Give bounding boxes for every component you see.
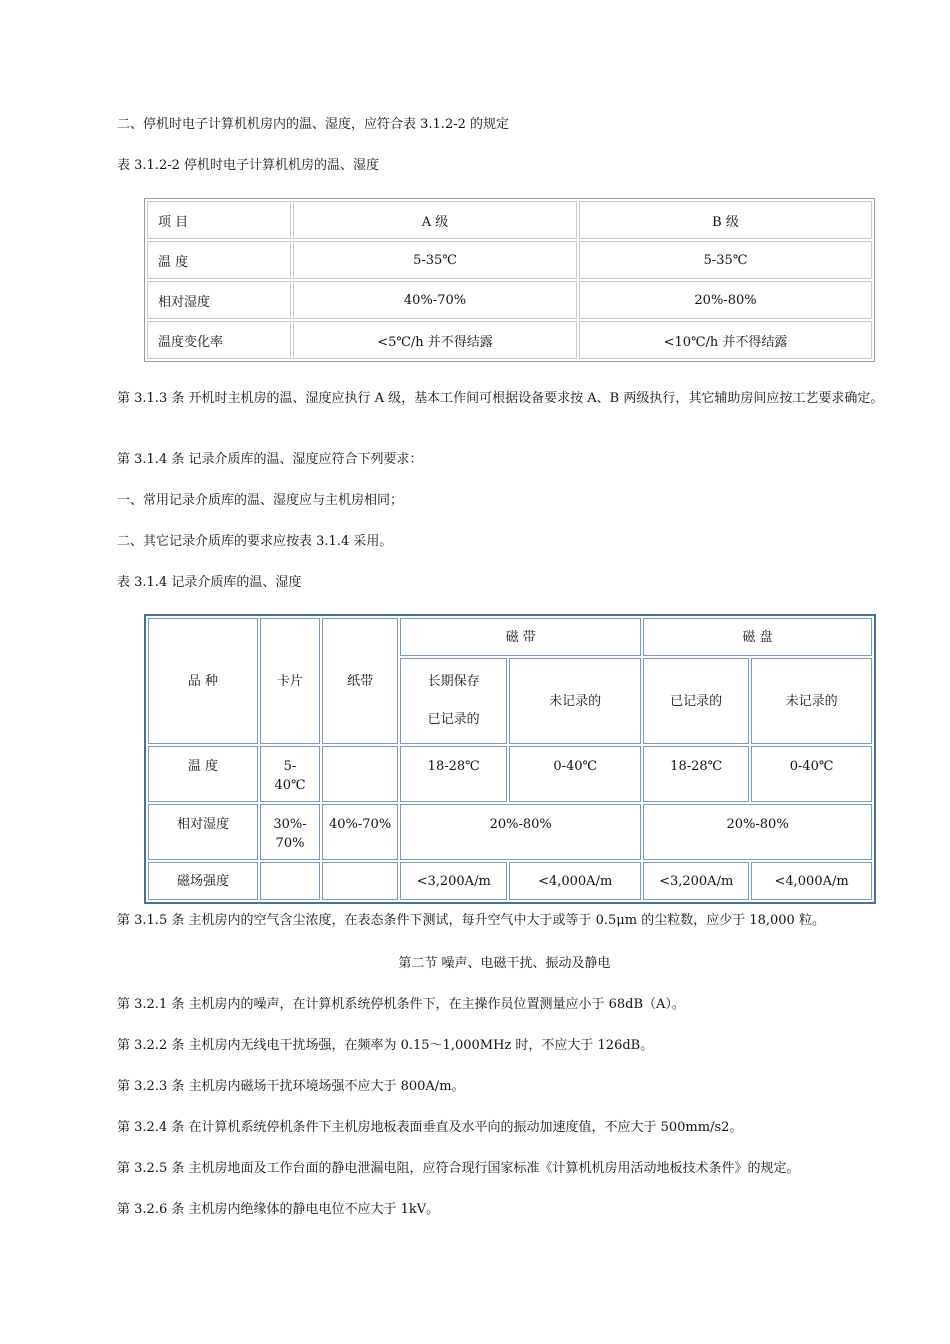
table-caption-3-1-2-2: 表 3.1.2-2 停机时电子计算机机房的温、湿度 <box>117 158 380 173</box>
paragraph-3-1-4: 第 3.1.4 条 记录介质库的温、湿度应符合下列要求： <box>117 452 423 467</box>
paragraph-3-2-2: 第 3.2.2 条 主机房内无线电干扰场强，在频率为 0.15～1,000MHz 时，不应大于 126dB。 <box>117 1038 654 1053</box>
paragraph-item-2: 二、其它记录介质库的要求应按表 3.1.4 采用。 <box>117 534 393 549</box>
table-header-cell: 已记录的 <box>643 658 749 744</box>
table-cell: 相对湿度 <box>148 804 258 860</box>
table-3-1-2-2 <box>144 198 875 362</box>
section-title: 第二节 噪声、电磁干扰、振动及静电 <box>398 956 611 971</box>
table-header-cell: 项 目 <box>147 201 291 239</box>
table-cell: 温 度 <box>148 746 258 802</box>
table-cell: <5℃/h 并不得结露 <box>293 321 577 359</box>
table-cell: 20%-80% <box>643 804 872 860</box>
table-row <box>148 804 872 860</box>
cell-line: 40℃ <box>274 778 306 793</box>
table-row <box>148 746 872 802</box>
table-cell: 磁场强度 <box>148 862 258 900</box>
table-cell: <3,200A/m <box>643 862 749 900</box>
table-header-row <box>148 618 872 656</box>
table-cell: 0-40℃ <box>509 746 641 802</box>
table-cell: 20%-80% <box>400 804 641 860</box>
table-cell: 温 度 <box>147 241 291 279</box>
table-cell: 5-35℃ <box>293 241 577 279</box>
table-cell <box>260 746 320 802</box>
table-cell: <10℃/h 并不得结露 <box>579 321 872 359</box>
cell-line: 30%- <box>273 817 307 832</box>
table-cell: 40%-70% <box>293 281 577 319</box>
table-row <box>147 321 872 359</box>
table-cell: <3,200A/m <box>400 862 507 900</box>
table-header-cell <box>400 658 507 744</box>
paragraph-3-2-6: 第 3.2.6 条 主机房内绝缘体的静电电位不应大于 1kV。 <box>117 1202 440 1217</box>
table-cell: 相对湿度 <box>147 281 291 319</box>
table-row <box>147 281 872 319</box>
paragraph-item-1: 一、常用记录介质库的温、湿度应与主机房相同； <box>117 493 404 508</box>
table-header-cell: 卡片 <box>260 618 320 744</box>
table-3-1-4 <box>144 614 876 904</box>
table-row <box>148 862 872 900</box>
table-header-row <box>147 201 872 239</box>
paragraph-3-2-4: 第 3.2.4 条 在计算机系统停机条件下主机房地板表面垂直及水平向的振动加速度值，不应大于 500mm/s2。 <box>117 1120 743 1135</box>
table-cell: 18-28℃ <box>643 746 749 802</box>
paragraph-3-2-5: 第 3.2.5 条 主机房地面及工作台面的静电泄漏电阻，应符合现行国家标准《计算机机房用活动地板技术条件》的规定。 <box>117 1161 800 1176</box>
table-cell: 温度变化率 <box>147 321 291 359</box>
table-cell <box>260 862 320 900</box>
paragraph-3-1-5: 第 3.1.5 条 主机房内的空气含尘浓度，在表态条件下测试，每升空气中大于或等于 0.5μm 的尘粒数，应少于 18,000 粒。 <box>117 913 825 928</box>
header-line: 长期保存 <box>427 674 480 689</box>
table-header-cell: 纸带 <box>322 618 398 744</box>
table-cell: <4,000A/m <box>509 862 641 900</box>
table-header-cell-magnetic-disk: 磁 盘 <box>643 618 872 656</box>
table-header-cell: B 级 <box>579 201 872 239</box>
paragraph-stop-requirement: 二、停机时电子计算机机房内的温、湿度，应符合表 3.1.2-2 的规定 <box>117 117 510 132</box>
cell-line: 70% <box>275 836 305 851</box>
table-cell: 5-35℃ <box>579 241 872 279</box>
table-header-cell-magnetic-tape: 磁 带 <box>400 618 641 656</box>
table-cell: <4,000A/m <box>751 862 872 900</box>
table-cell <box>322 746 398 802</box>
cell-line: 5- <box>283 759 297 774</box>
paragraph-3-2-3: 第 3.2.3 条 主机房内磁场干扰环境场强不应大于 800A/m。 <box>117 1079 465 1094</box>
table-cell <box>260 804 320 860</box>
table-header-cell: 未记录的 <box>751 658 872 744</box>
header-line: 已记录的 <box>427 712 480 727</box>
paragraph-3-1-3: 第 3.1.3 条 开机时主机房的温、湿度应执行 A 级，基本工作间可根据设备要求按 A、B 两级执行，其它辅助房间应按工艺要求确定。 <box>117 391 884 406</box>
table-header-cell: 品 种 <box>148 618 258 744</box>
table-cell: 18-28℃ <box>400 746 507 802</box>
table-row <box>147 241 872 279</box>
paragraph-3-2-1: 第 3.2.1 条 主机房内的噪声，在计算机系统停机条件下，在主操作员位置测量应小于 68dB（A）。 <box>117 997 685 1012</box>
table-header-cell: A 级 <box>293 201 577 239</box>
table-cell: 0-40℃ <box>751 746 872 802</box>
table-cell: 40%-70% <box>322 804 398 860</box>
table-cell: 20%-80% <box>579 281 872 319</box>
table-cell <box>322 862 398 900</box>
table-caption-3-1-4: 表 3.1.4 记录介质库的温、湿度 <box>117 575 302 590</box>
table-header-cell: 未记录的 <box>509 658 641 744</box>
